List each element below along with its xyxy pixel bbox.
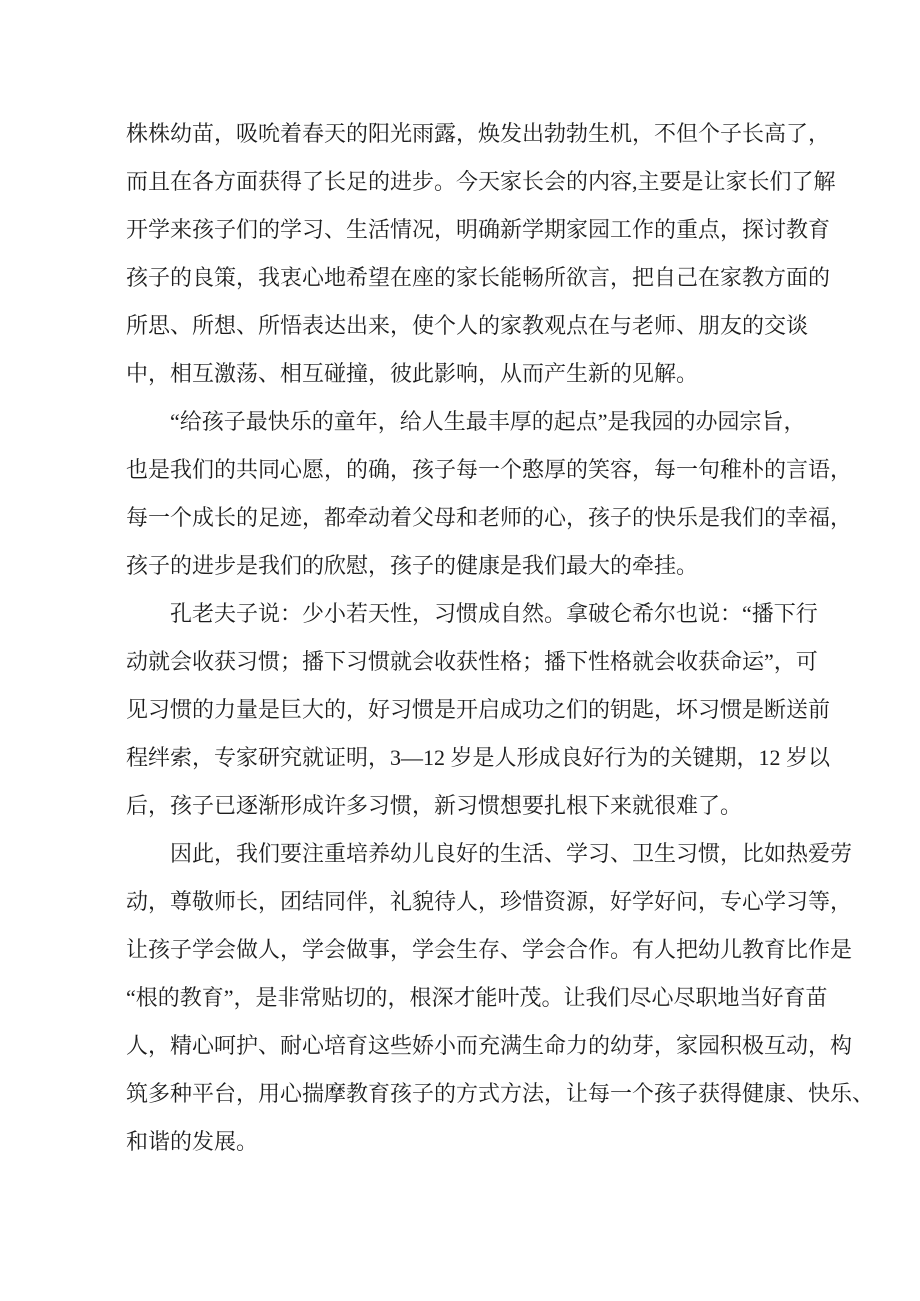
text-line: 孩子的进步是我们的欣慰，孩子的健康是我们最大的牵挂。 <box>126 553 699 578</box>
text-line: 所思、所想、所悟表达出来，使个人的家教观点在与老师、朋友的交谈 <box>126 313 809 338</box>
text-line: 株株幼苗，吸吮着春天的阳光雨露，焕发出勃勃生机，不但个子长高了， <box>126 121 831 146</box>
text-line: 而且在各方面获得了长足的进步。今天家长会的内容,主要是让家长们了解 <box>126 169 836 194</box>
text-line: 每一个成长的足迹，都牵动着父母和老师的心，孩子的快乐是我们的幸福， <box>126 505 853 530</box>
text-line: 筑多种平台，用心揣摩教育孩子的方式方法，让每一个孩子获得健康、快乐、 <box>126 1081 875 1106</box>
text-line: 也是我们的共同心愿，的确，孩子每一个憨厚的笑容，每一句稚朴的言语， <box>126 457 853 482</box>
text-line: 因此，我们要注重培养幼儿良好的生活、学习、卫生习惯，比如热爱劳 <box>170 841 853 866</box>
text-line: 开学来孩子们的学习、生活情况，明确新学期家园工作的重点，探讨教育 <box>126 217 831 242</box>
text-line: 和谐的发展。 <box>126 1129 259 1154</box>
text-line: 后，孩子已逐渐形成许多习惯，新习惯想要扎根下来就很难了。 <box>126 793 743 818</box>
text-line: 动，尊敬师长，团结同伴，礼貌待人，珍惜资源，好学好问，专心学习等， <box>126 889 853 914</box>
text-line: 动就会收获习惯；播下习惯就会收获性格；播下性格就会收获命运”，可 <box>126 649 818 674</box>
text-line: 让孩子学会做人，学会做事，学会生存、学会合作。有人把幼儿教育比作是 <box>126 937 853 962</box>
text-line: 孩子的良策，我衷心地希望在座的家长能畅所欲言，把自己在家教方面的 <box>126 265 831 290</box>
text-line: “给孩子最快乐的童年，给人生最丰厚的起点”是我园的办园宗旨， <box>170 409 806 434</box>
text-line: 人，精心呵护、耐心培育这些娇小而充满生命力的幼芽，家园积极互动，构 <box>126 1033 853 1058</box>
text-line: 中，相互激荡、相互碰撞，彼此影响，从而产生新的见解。 <box>126 361 699 386</box>
text-line: 孔老夫子说：少小若天性，习惯成自然。拿破仑希尔也说：“播下行 <box>170 601 818 626</box>
document-text-block <box>126 110 875 1166</box>
text-line: 见习惯的力量是巨大的，好习惯是开启成功之们的钥匙，坏习惯是断送前 <box>126 697 831 722</box>
text-line: 程绊索，专家研究就证明，3—12 岁是人形成良好行为的关键期，12 岁以 <box>126 745 831 770</box>
text-line: “根的教育”，是非常贴切的，根深才能叶茂。让我们尽心尽职地当好育苗 <box>126 985 828 1010</box>
